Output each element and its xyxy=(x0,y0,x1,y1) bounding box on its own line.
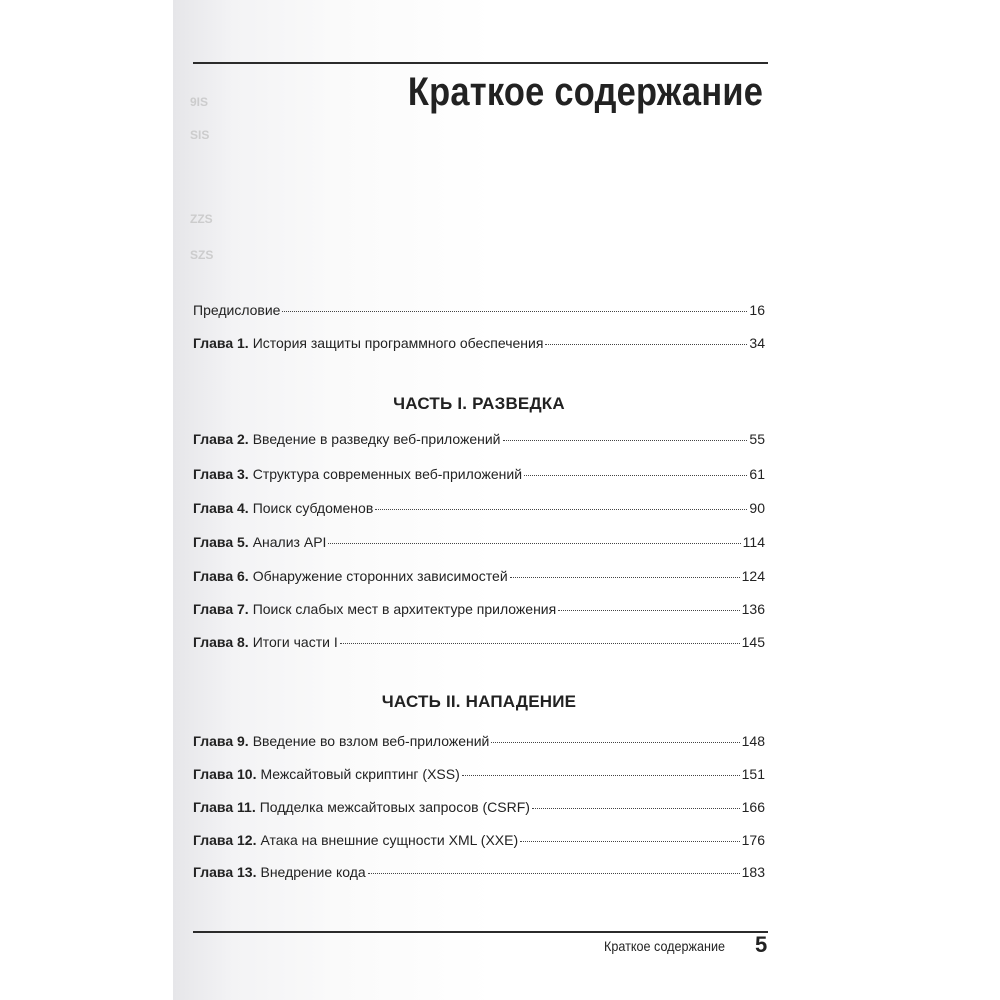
bleed-through-text: SIS xyxy=(190,128,210,142)
part-1-heading: ЧАСТЬ I. РАЗВЕДКА xyxy=(393,394,565,413)
toc-chapter-label: Глава 1. xyxy=(193,335,249,351)
toc-chapter-label: Глава 6. xyxy=(193,568,249,584)
toc-leader-dots xyxy=(282,311,747,312)
toc-entry-chapter-5 xyxy=(193,534,765,556)
toc-chapter-label: Глава 9. xyxy=(193,733,249,749)
toc-entry-title: Поиск слабых мест в архитектуре приложения xyxy=(252,601,557,617)
toc-leader-dots xyxy=(462,775,740,776)
toc-page-number: 114 xyxy=(742,534,765,550)
page-number: 5 xyxy=(755,932,768,957)
toc-page-number: 61 xyxy=(749,466,765,482)
toc-entry-title: Атака на внешние сущности XML (XXE) xyxy=(260,832,519,848)
toc-page-number: 34 xyxy=(749,335,765,351)
toc-chapter-label: Глава 4. xyxy=(193,500,249,516)
toc-entry-title: Внедрение кода xyxy=(260,864,366,880)
toc-leader-dots xyxy=(532,808,740,809)
toc-chapter-label: Глава 10. xyxy=(193,766,257,782)
toc-chapter-label: Глава 8. xyxy=(193,634,249,650)
toc-entry-chapter-1 xyxy=(193,335,765,357)
toc-page-number: 124 xyxy=(741,568,765,584)
toc-entry-chapter-4 xyxy=(193,500,765,522)
toc-entry-title: Поиск субдоменов xyxy=(252,500,374,516)
toc-entry-chapter-10 xyxy=(193,766,765,788)
bleed-through-text: 9IS xyxy=(190,95,209,109)
toc-page-number: 145 xyxy=(741,634,765,650)
toc-leader-dots xyxy=(368,873,740,874)
toc-entry-title: Итоги части I xyxy=(252,634,338,650)
toc-chapter-label: Глава 2. xyxy=(193,431,249,447)
toc-entry-chapter-2 xyxy=(193,431,765,453)
toc-leader-dots xyxy=(520,841,740,842)
toc-entry-title: Введение в разведку веб-приложений xyxy=(252,431,501,447)
toc-page-number: 55 xyxy=(749,431,765,447)
toc-entry-chapter-7 xyxy=(193,601,765,623)
toc-leader-dots xyxy=(558,610,739,611)
toc-entry-chapter-9 xyxy=(193,733,765,755)
toc-page-number: 183 xyxy=(741,864,765,880)
toc-entry-chapter-8 xyxy=(193,634,765,656)
toc-page-number: 151 xyxy=(741,766,765,782)
toc-page-number: 176 xyxy=(741,832,765,848)
toc-leader-dots xyxy=(503,440,748,441)
toc-leader-dots xyxy=(340,643,740,644)
toc-page-number: 148 xyxy=(741,733,765,749)
toc-entry-chapter-13 xyxy=(193,864,765,886)
running-title: Краткое содержание xyxy=(603,938,725,954)
toc-entry-title: Структура современных веб-приложений xyxy=(252,466,523,482)
toc-leader-dots xyxy=(491,742,739,743)
toc-entry-title: Обнаружение сторонних зависимостей xyxy=(252,568,508,584)
toc-entry-title: История защиты программного обеспечения xyxy=(252,335,544,351)
toc-page-number: 16 xyxy=(749,302,765,318)
toc-entry-title: Введение во взлом веб-приложений xyxy=(252,733,490,749)
toc-chapter-label: Глава 13. xyxy=(193,864,257,880)
toc-leader-dots xyxy=(510,577,740,578)
toc-leader-dots xyxy=(375,509,747,510)
header-rule xyxy=(193,62,768,64)
toc-leader-dots xyxy=(328,543,740,544)
toc-chapter-label: Глава 11. xyxy=(193,799,256,815)
toc-chapter-label: Глава 12. xyxy=(193,832,257,848)
toc-chapter-label: Глава 3. xyxy=(193,466,249,482)
page-title: Краткое содержание xyxy=(407,70,763,114)
bleed-through-text: SZS xyxy=(190,248,214,262)
toc-entry-title: Межсайтовый скриптинг (XSS) xyxy=(260,766,460,782)
footer-rule xyxy=(193,931,768,933)
toc-page-number: 136 xyxy=(741,601,765,617)
toc-entry-title: Предисловие xyxy=(193,302,281,318)
toc-leader-dots xyxy=(545,344,747,345)
toc-entry-preface xyxy=(193,302,765,324)
toc-chapter-label: Глава 7. xyxy=(193,601,249,617)
toc-entry-title: Анализ API xyxy=(252,534,327,550)
toc-entry-chapter-12 xyxy=(193,832,765,854)
bleed-through-text: ZZS xyxy=(190,212,213,226)
toc-entry-title: Подделка межсайтовых запросов (CSRF) xyxy=(259,799,530,815)
part-2-heading: ЧАСТЬ II. НАПАДЕНИЕ xyxy=(381,692,577,711)
toc-chapter-label: Глава 5. xyxy=(193,534,249,550)
toc-leader-dots xyxy=(524,475,747,476)
toc-page-number: 166 xyxy=(741,799,765,815)
toc-entry-chapter-6 xyxy=(193,568,765,590)
toc-entry-chapter-3 xyxy=(193,466,765,488)
toc-entry-chapter-11 xyxy=(193,799,765,821)
toc-page-number: 90 xyxy=(749,500,765,516)
